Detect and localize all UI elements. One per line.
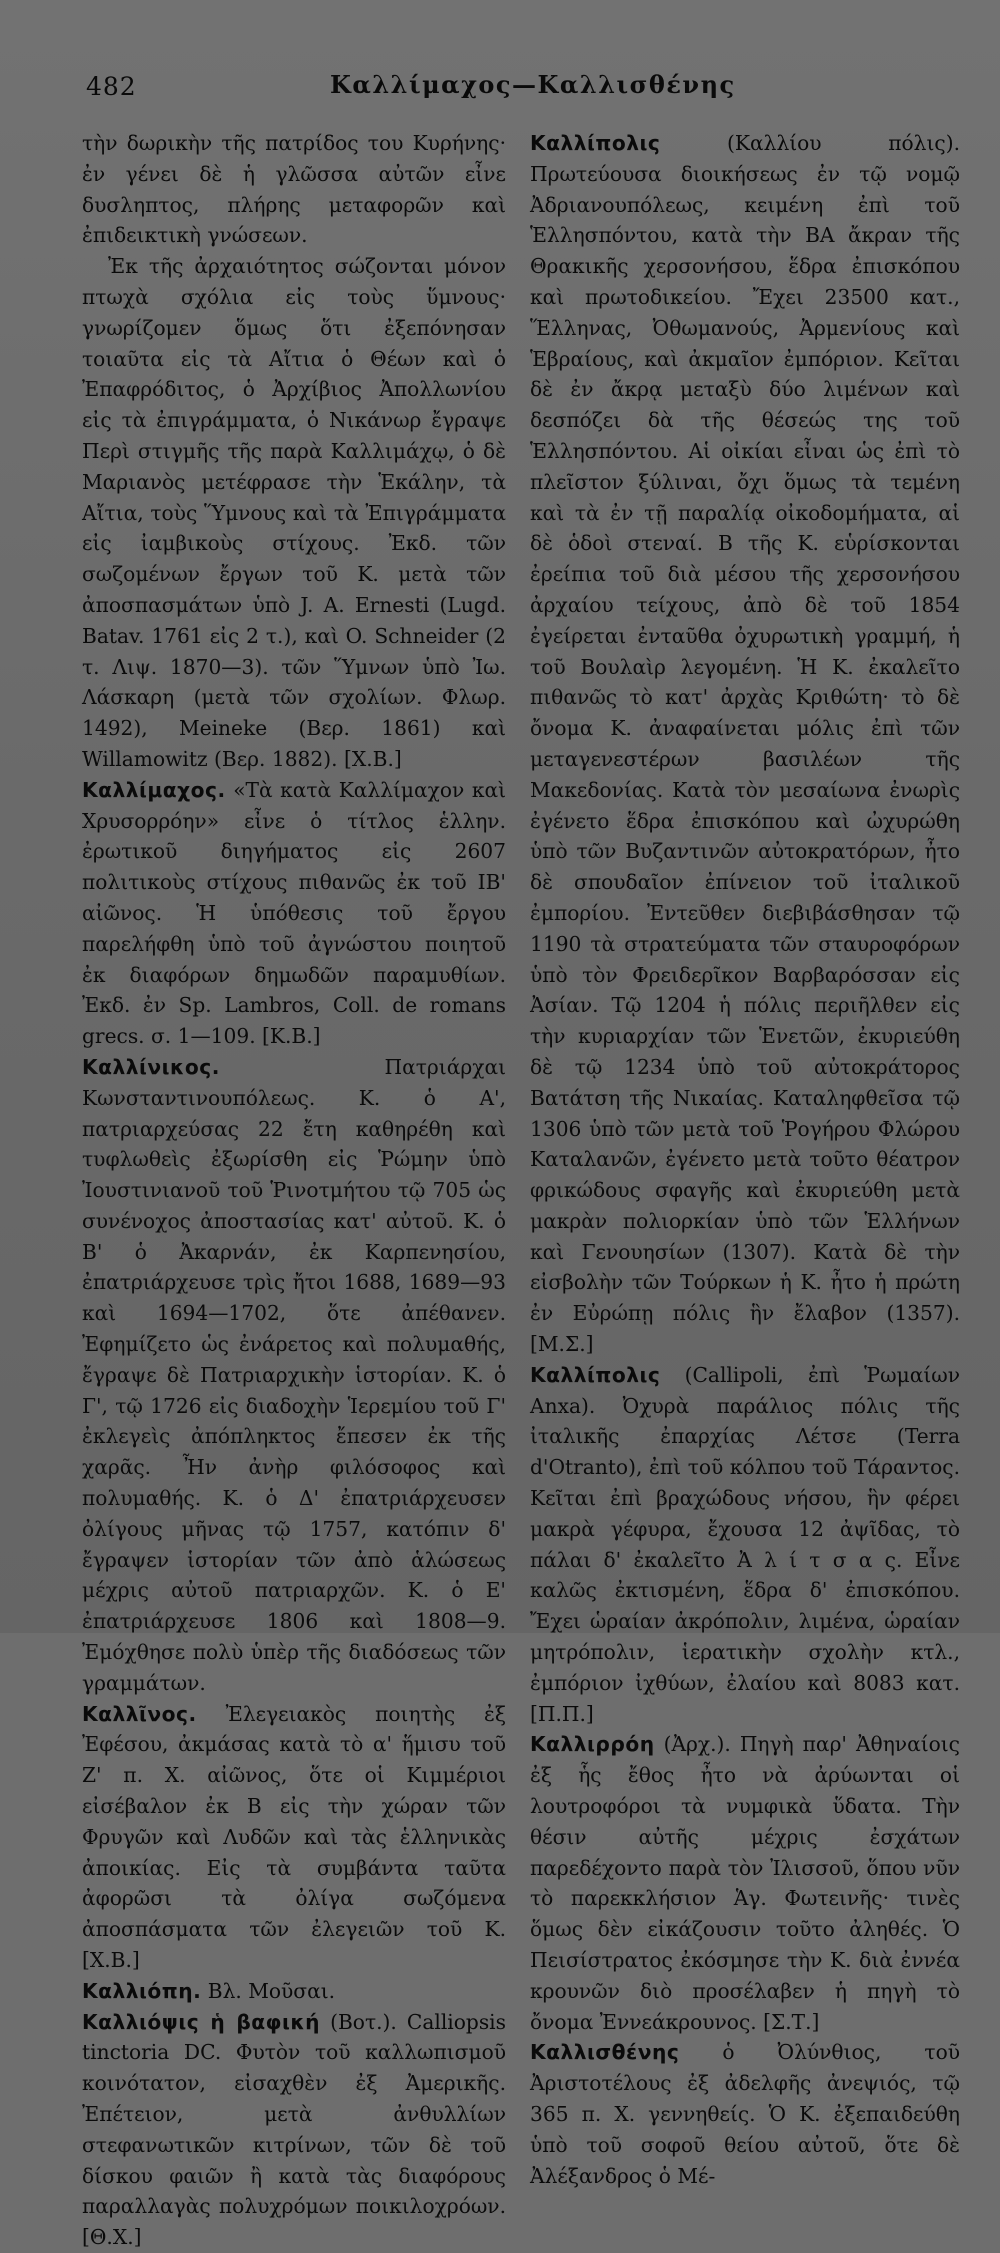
entry-kallirrhoe — [530, 1729, 960, 2037]
entry-kallinikos — [82, 1052, 506, 1699]
entry-text: (Καλλίου πόλις). Πρωτεύουσα διοικήσεως ἐν τῷ νομῷ Ἀδριανουπόλεως, κειμένη ἐπὶ τοῦ Ἑλλησπόντου, κατὰ τὴν ΒΑ ἄκραν τῆς Θρακικῆς χερσονήσου, ἕδρα ἐπισκόπου καὶ πρωτοδικείου. Ἔχει 23500 κατ., Ἕλληνας, Ὀθωμανούς, Ἀρμενίους καὶ Ἑβραίους, καὶ ἀκμαῖον ἐμπόριον. Κεῖται δὲ ἐν ἄκρᾳ μεταξὺ δύο λιμένων καὶ δεσπόζει δὰ τῆς θέσεώς της τοῦ Ἑλλησπόντου. Αἱ οἰκίαι εἶναι ὡς ἐπὶ τὸ πλεῖστον ξύλιναι, ὄχι ὅμως τὰ τεμένη καὶ τὰ ἐν τῇ παραλίᾳ οἰκοδομήματα, αἱ δὲ ὁδοὶ στεναί. Β τῆς Κ. εὑρίσκονται ἐρείπια τοῦ διὰ μέσου τῆς χερσονήσου ἀρχαίου τείχους, ἀπὸ δὲ τοῦ 1854 ἐγείρεται ἐνταῦθα ὀχυρωτικὴ γραμμή, ἡ τοῦ Βουλαὶρ λεγομένη. Ἡ Κ. ἐκαλεῖτο πιθανῶς τὸ κατ' ἀρχὰς Κριθώτη· τὸ δὲ ὄνομα Κ. ἀναφαίνεται μόλις ἐπὶ τῶν μεταγενεστέρων βασιλέων τῆς Μακεδονίας. Κατὰ τὸν μεσαίωνα ἐνωρὶς ἐγένετο ἕδρα ἐπισκόπου καὶ ὠχυρώθη ὑπὸ τῶν Βυζαντινῶν αὐτοκρατόρων, ἦτο δὲ σπουδαῖον ἐπίνειον τοῦ ἰταλικοῦ ἐμπορίου. Ἐντεῦθεν διεβιβάσθησαν τῷ 1190 τὰ στρατεύματα τῶν σταυροφόρων ὑπὸ τὸν Φρειδερῖκον Βαρβαρόσσαν εἰς Ἀσίαν. Τῷ 1204 ἡ πόλις περιῆλθεν εἰς τὴν κυριαρχίαν τῶν Ἑνετῶν, ἐκυριεύθη δὲ τῷ 1234 ὑπὸ τοῦ αὐτοκράτορος Βατάτση τῆς Νικαίας. Καταληφθεῖσα τῷ 1306 ὑπὸ τῶν μετὰ τοῦ Ῥογήρου Φλώρου Καταλανῶν, ἐγένετο μετὰ τοῦτο θέατρον φρικώδους σφαγῆς καὶ ἐκυριεύθη μετὰ μακρὰν πολιορκίαν ὑπὸ τῶν Ἑλλήνων καὶ Γενουησίων (1307). Κατὰ δὲ τὴν εἰσβολὴν τῶν Τούρκων ἡ Κ. ἦτο ἡ πρώτη ἐν Εὐρώπῃ πόλις ἣν ἔλαβον (1357). [Μ.Σ.] — [530, 131, 960, 1357]
entry-headword: Καλλίνικος. — [82, 1054, 220, 1079]
left-column — [82, 128, 506, 2253]
entry-kallinos — [82, 1699, 506, 1976]
page-header — [0, 66, 1000, 106]
entry-text: (Callipoli, ἐπὶ Ῥωμαίων Anxa). Ὀχυρὰ παράλιος πόλις τῆς ἰταλικῆς ἐπαρχίας Λέτσε (Terra d'Otranto), ἐπὶ τοῦ κόλπου τοῦ Τάραντος. Κεῖται ἐπὶ βραχώδους νήσου, ἣν φέρει μακρὰ γέφυρα, ἔχουσα 12 ἀψῖδας, τὸ πάλαι δ' ἐκαλεῖτο Ἀ λ ί τ σ α ς. Εἶνε καλῶς ἐκτισμένη, ἕδρα δ' ἐπισκόπου. Ἔχει ὡραίαν ἀκρόπολιν, λιμένα, ὡραίαν μητρόπολιν, ἱερατικὴν σχολὴν κτλ., ἐμπόριον ἰχθύων, ἐλαίου καὶ 8083 κατ. [Π.Π.] — [530, 1362, 960, 1726]
entry-kallisthenes — [530, 2037, 960, 2191]
entry-text: Βλ. Μοῦσαι. — [201, 1978, 336, 2003]
entry-headword: Καλλιόπη. — [82, 1978, 202, 2003]
entry-headword: Καλλίπολις — [530, 1362, 661, 1387]
entry-headword: Καλλισθένης — [530, 2040, 680, 2065]
entry-text: (Ἀρχ.). Πηγὴ παρ' Ἀθηναίοις ἐξ ἧς ἔθος ἦτο νὰ ἀρύωνται οἱ λουτροφόροι τὰ νυμφικὰ ὕδατα. Τὴν θέσιν αὐτῆς μέχρις ἐσχάτων παρεδέχοντο παρὰ τὸν Ἰλισσοῦ, ὅπου νῦν τὸ παρεκκλήσιον Ἁγ. Φωτεινῆς· τινὲς ὅμως δὲν εἰκάζουσιν τοῦτο ἀληθές. Ὁ Πεισίστρατος ἐκόσμησε τὴν Κ. διὰ ἐννέα κρουνῶν διὸ προσέλαβεν ἡ πηγὴ τὸ ὄνομα Ἐννεάκρουνος. [Σ.Τ.] — [530, 1732, 960, 2034]
running-head: Καλλίμαχος—Καλλισθένης — [330, 70, 736, 99]
entry-text: τὴν δωρικὴν τῆς πατρίδος του Κυρήνης· ἐν γένει δὲ ἡ γλῶσσα αὐτῶν εἶνε δυσληπτος, πλήρης μεταφορῶν καὶ ἐπιδεικτικὴ γνώσεων. — [82, 131, 506, 248]
entry-text: Πατριάρχαι Κωνσταντινουπόλεως. Κ. ὁ Α', πατριαρχεύσας 22 ἔτη καθηρέθη καὶ τυφλωθεὶς ἐξωρίσθη εἰς Ῥώμην ὑπὸ Ἰουστινιανοῦ τοῦ Ῥινοτμήτου τῷ 705 ὡς συνένοχος ἀποστασίας κατ' αὐτοῦ. Κ. ὁ Β' ὁ Ἀκαρνάν, ἐκ Καρπενησίου, ἐπατριάρχευσε τρὶς ἤτοι 1688, 1689—93 καὶ 1694—1702, ὅτε ἀπέθανεν. Ἐφημίζετο ὡς ἐνάρετος καὶ πολυμαθής, ἔγραψε δὲ Πατριαρχικὴν ἱστορίαν. Κ. ὁ Γ', τῷ 1726 εἰς διαδοχὴν Ἱερεμίου τοῦ Γ' ἐκλεγεὶς ἀπόπληκτος ἔπεσεν ἐκ τῆς χαρᾶς. Ἦν ἀνὴρ φιλόσοφος καὶ πολυμαθής. Κ. ὁ Δ' ἐπατριάρχευσεν ὀλίγους μῆνας τῷ 1757, κατόπιν δ' ἔγραψεν ἱστορίαν τῶν ἀπὸ ἁλώσεως μέχρις αὐτοῦ πατριαρχῶν. Κ. ὁ Ε' ἐπατριάρχευσε 1806 καὶ 1808—9. Ἐμόχθησε πολὺ ὑπὲρ τῆς διαδόσεως τῶν γραμμάτων. — [82, 1054, 506, 1695]
entry-headword: Καλλίπολις — [530, 131, 661, 155]
entry-headword: Καλλιρρόη — [530, 1732, 655, 1757]
entry-continuation — [82, 128, 506, 251]
page-number: 482 — [86, 72, 137, 101]
entry-text: Ἐκ τῆς ἀρχαιότητος σώζονται μόνον πτωχὰ σχόλια εἰς τοὺς ὕμνους· γνωρίζομεν ὅμως ὅτι ἐξεπόνησαν τοιαῦτα εἰς τὰ Αἴτια ὁ Θέων καὶ ὁ Ἐπαφρόδιτος, ὁ Ἀρχίβιος Ἀπολλωνίου εἰς τὰ ἐπιγράμματα, ὁ Νικάνωρ ἔγραψε Περὶ στιγμῆς τῆς παρὰ Καλλιμάχῳ, ὁ δὲ Μαριανὸς μετέφρασε τὴν Ἑκάλην, τὰ Αἴτια, τοὺς Ὕμνους καὶ τὰ Ἐπιγράμματα εἰς ἰαμβικοὺς στίχους. Ἐκδ. τῶν σωζομένων ἔργων τοῦ Κ. μετὰ τῶν ἀποσπασμάτων ὑπὸ J. A. Ernesti (Lugd. Batav. 1761 εἰς 2 τ.), καὶ O. Schneider (2 τ. Λιψ. 1870—3). τῶν Ὕμνων ὑπὸ Ἰω. Λάσκαρη (μετὰ τῶν σχολίων. Φλωρ. 1492), Meineke (Βερ. 1861) καὶ Willamowitz (Βερ. 1882). [Χ.Β.] — [82, 254, 506, 771]
entry-kallipolis-thrace — [530, 128, 960, 1360]
entry-headword: Καλλῖνος. — [82, 1701, 197, 1726]
entry-headword: Καλλιόψις ἡ βαφική — [82, 2009, 321, 2034]
entry-paragraph — [82, 251, 506, 775]
right-column — [530, 128, 960, 2191]
entry-text: ὁ Ὀλύνθιος, τοῦ Ἀριστοτέλους ἐξ ἀδελφῆς ἀνεψιός, τῷ 365 π. Χ. γεννηθείς. Ὁ Κ. ἐξεπαιδεύθη ὑπὸ τοῦ σοφοῦ θείου αὐτοῦ, ὅτε δὲ Ἀλέξανδρος ὁ Μέ- — [530, 2040, 960, 2188]
entry-text: «Τὰ κατὰ Καλλίμαχον καὶ Χρυσορρόην» εἶνε ὁ τίτλος ἑλλην. ἐρωτικοῦ διηγήματος εἰς 2607 πολιτικοὺς στίχους πιθανῶς ἐκ τοῦ ΙΒ' αἰῶνος. Ἡ ὑπόθεσις τοῦ ἔργου παρελήφθη ὑπὸ τοῦ ἀγνώστου ποιητοῦ ἐκ διαφόρων δημωδῶν παραμυθίων. Ἐκδ. ἐν Sp. Lambros, Coll. de romans grecs. σ. 1—109. [Κ.Β.] — [82, 777, 506, 1049]
entry-text: Ἐλεγειακὸς ποιητὴς ἐξ Ἐφέσου, ἀκμάσας κατὰ τὸ α' ἥμισυ τοῦ Ζ' π. Χ. αἰῶνος, ὅτε οἱ Κιμμέριοι εἰσέβαλον ἐκ Β εἰς τὴν χώραν τῶν Φρυγῶν καὶ Λυδῶν καὶ τὰς ἑλληνικὰς ἀποικίας. Εἰς τὰ συμβάντα ταῦτα ἀφορῶσι τὰ ὀλίγα σωζόμενα ἀποσπάσματα τῶν ἐλεγειῶν τοῦ Κ. [Χ.Β.] — [82, 1701, 506, 1973]
entry-headword: Καλλίμαχος. — [82, 777, 226, 802]
entry-text: (Βοτ.). Calliopsis tinctoria DC. Φυτὸν τοῦ καλλωπισμοῦ κοινότατον, εἰσαχθὲν ἐξ Ἀμερικῆς. Ἐπέτειον, μετὰ ἀνθυλλίων στεφανωτικῶν κιτρίνων, τῶν δὲ τοῦ δίσκου φαιῶν ἢ κατὰ τὰς διαφόρους παραλλαγὰς πολυχρόμων ποικιλοχρόων. [Θ.Χ.] — [82, 2009, 506, 2250]
entry-kallipolis-italy — [530, 1360, 960, 1730]
entry-kalliopsis — [82, 2007, 506, 2253]
entry-kalliope — [82, 1976, 506, 2007]
entry-kallimachos — [82, 775, 506, 1052]
